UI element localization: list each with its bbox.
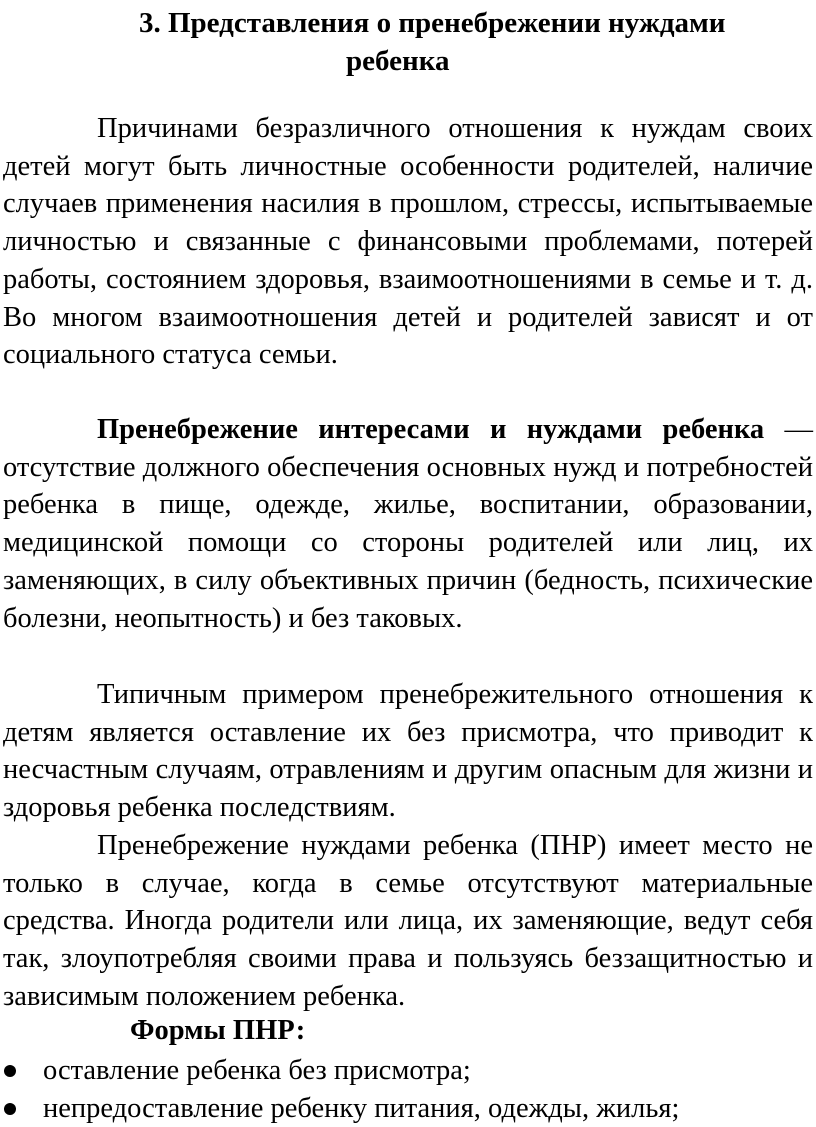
paragraph-definition	[3, 411, 813, 637]
paragraph-causes: Причинами безразличного отношения к нуждам своих детей могут быть личностные особенности родителей, наличие случаев применения насилия в прошлом, стрессы, испытываемые личностью и связанные с финансовыми проблемами, потерей работы, состоянием здоровья, взаимоотношениями в семье и т. д. Во многом взаимоотношения детей и родителей зависят и от социального статуса семьи.	[3, 113, 813, 371]
forms-list	[0, 1052, 816, 1127]
list-item	[0, 1090, 816, 1127]
paragraph-pnr: Пренебрежение нуждами ребенка (ПНР) имеет место не только в случае, когда в семье отсутствуют материальные средства. Иногда родители или лица, их заменяющие, ведут себя так, злоупотребляя своими права и пользуясь беззащитностью и зависимым положением ребенка.	[3, 830, 813, 1012]
paragraph-example: Типичным примером пренебрежительного отношения к детям является оставление их без присмотра, что приводит к несчастным случаям, отравлениям и другим опасным для жизни и здоровья ребенка последствиям.	[3, 679, 813, 824]
definition-text: — отсутствие должного обеспечения основных нужд и потребностей ребенка в пище, одежде, жилье, воспитании, образовании, медицинской помощи со стороны родителей или лиц, их заменяющих, в силу объективных причин (бедность, психические болезни, неопытность) и без таковых.	[3, 414, 814, 634]
list-item-text: непредоставление ребенку питания, одежды, жилья;	[43, 1092, 680, 1124]
bullet-icon	[4, 1065, 16, 1077]
list-item-text: оставление ребенка без присмотра;	[43, 1055, 471, 1086]
section-heading-line-2: ребенка	[346, 45, 450, 77]
bullet-icon	[4, 1103, 16, 1115]
forms-title: Формы ПНР:	[130, 1015, 306, 1046]
section-heading-line-1: 3. Представления о пренебрежении нуждами	[139, 7, 726, 39]
definition-term: Пренебрежение интересами и нуждами ребенка	[97, 414, 765, 445]
list-item	[0, 1052, 816, 1090]
